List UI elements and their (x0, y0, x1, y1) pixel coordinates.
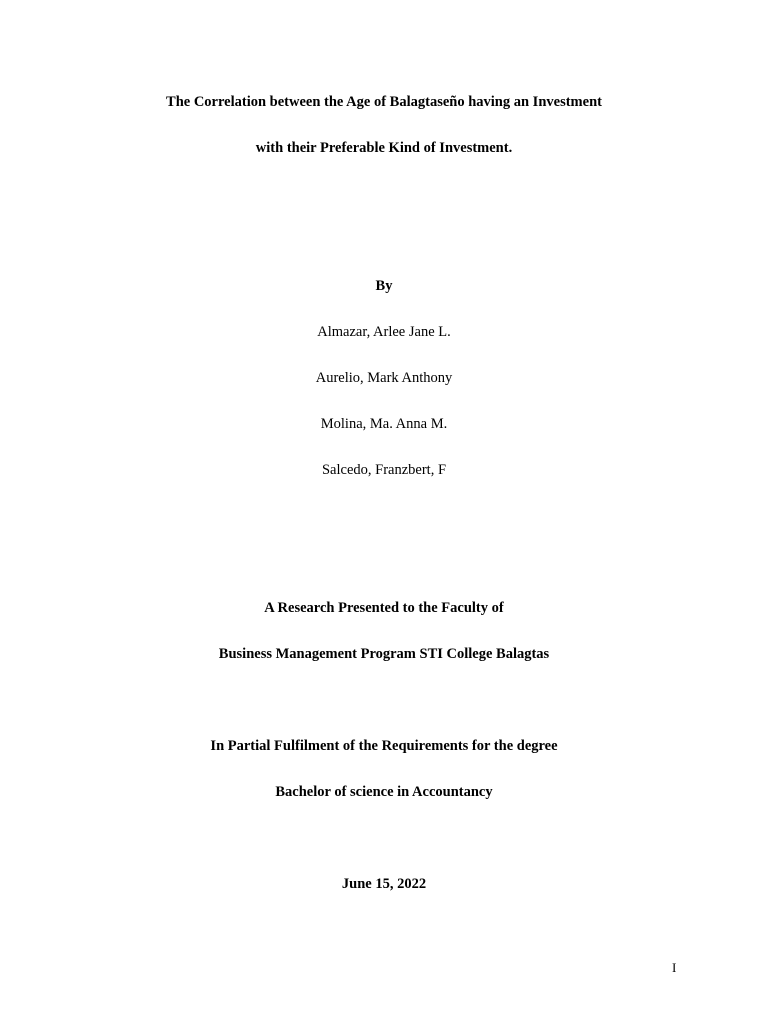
degree-line: Bachelor of science in Accountancy (275, 784, 493, 800)
author-2: Aurelio, Mark Anthony (315, 370, 453, 386)
submission-date: June 15, 2022 (341, 876, 427, 892)
presented-line-2: Business Management Program STI College Balagtas (218, 646, 550, 662)
fulfilment-line-1: In Partial Fulfilment of the Requirements for the degree (210, 738, 558, 754)
page-number: I (672, 960, 677, 975)
title-line-1: The Correlation between the Age of Balagtaseño having an Investment (166, 94, 602, 110)
title-line-2: with their Preferable Kind of Investment. (255, 140, 513, 156)
author-4: Salcedo, Franzbert, F (321, 462, 447, 478)
author-3: Molina, Ma. Anna M. (320, 416, 448, 432)
presented-line-1: A Research Presented to the Faculty of (264, 600, 504, 616)
author-1: Almazar, Arlee Jane L. (317, 324, 451, 340)
by-label: By (375, 278, 393, 294)
